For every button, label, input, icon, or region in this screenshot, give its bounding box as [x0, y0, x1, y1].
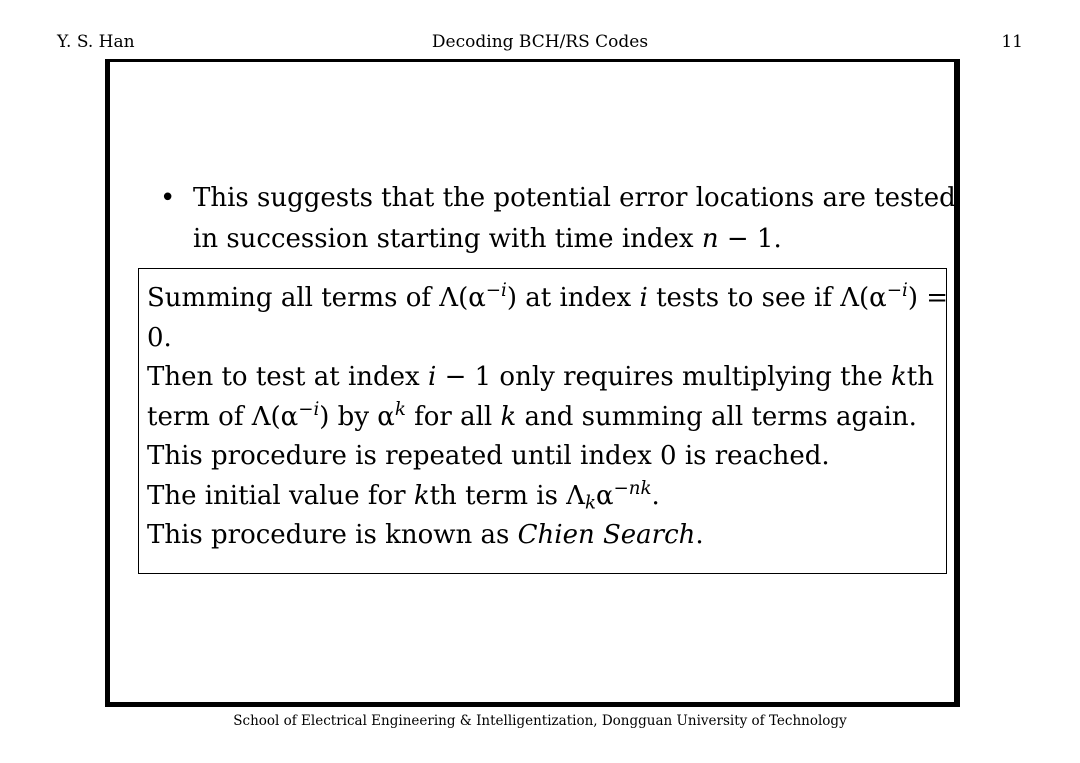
l1-i: i — [639, 283, 648, 313]
l1-sup2: −i — [886, 280, 908, 301]
l3-i: i — [427, 362, 437, 392]
bullet-line-2 — [193, 219, 933, 260]
l6-sub: k — [584, 492, 596, 514]
l4-b: ) by α — [319, 401, 395, 432]
l7-b: . — [695, 520, 704, 550]
l4-k: k — [500, 401, 517, 432]
l3-c: th — [906, 362, 934, 392]
l6-k: k — [413, 480, 430, 511]
theorem-box — [138, 268, 947, 574]
l3-k: k — [890, 362, 907, 392]
l1-b: ) at index — [506, 283, 640, 313]
l6-a: The initial value for — [147, 480, 414, 511]
l1-a: Summing all terms of Λ(α — [147, 283, 486, 313]
box-line-7 — [147, 516, 946, 556]
l7-a: This procedure is known as — [147, 520, 518, 550]
box-line-1 — [147, 279, 949, 319]
box-line-4 — [147, 398, 946, 438]
l4-sup: −i — [298, 398, 320, 420]
l4-c: for all — [405, 401, 501, 432]
box-line-2: 0. — [147, 322, 172, 353]
l4-a: term of Λ(α — [147, 401, 299, 432]
l4-supk: k — [394, 398, 406, 420]
math-n: n — [701, 224, 719, 254]
box-line-6 — [147, 477, 946, 517]
box-line-3 — [147, 358, 946, 398]
bullet-marker: • — [160, 183, 176, 213]
chien-search-term: Chien Search — [517, 520, 696, 550]
l1-d: ) = — [907, 283, 949, 313]
l6-c: α — [595, 480, 614, 511]
l6-d: . — [651, 480, 660, 511]
header-author: Y. S. Han — [57, 32, 135, 52]
page-number: 11 — [1001, 32, 1023, 52]
l6-b: th term is Λ — [429, 480, 585, 511]
box-line-5: This procedure is repeated until index 0 is reached. — [147, 441, 830, 471]
l6-sup: −nk — [613, 477, 652, 499]
l3-a: Then to test at index — [147, 362, 428, 392]
bullet-text — [193, 178, 956, 260]
bullet-line-1: This suggests that the potential error locations are tested — [193, 183, 956, 213]
l1-c: tests to see if Λ(α — [647, 283, 887, 313]
bullet-line-2-prefix: in succession starting with time index — [193, 224, 702, 254]
header-title: Decoding BCH/RS Codes — [431, 32, 649, 52]
l4-d: and summing all terms again. — [516, 401, 917, 432]
footer-institution: School of Electrical Engineering & Intelligentization, Dongguan University of Technology — [233, 713, 847, 729]
l3-b: − 1 only requires multiplying the — [436, 362, 891, 392]
bullet-line-2-suffix: − 1. — [718, 224, 782, 254]
l1-sup1: −i — [485, 280, 507, 301]
